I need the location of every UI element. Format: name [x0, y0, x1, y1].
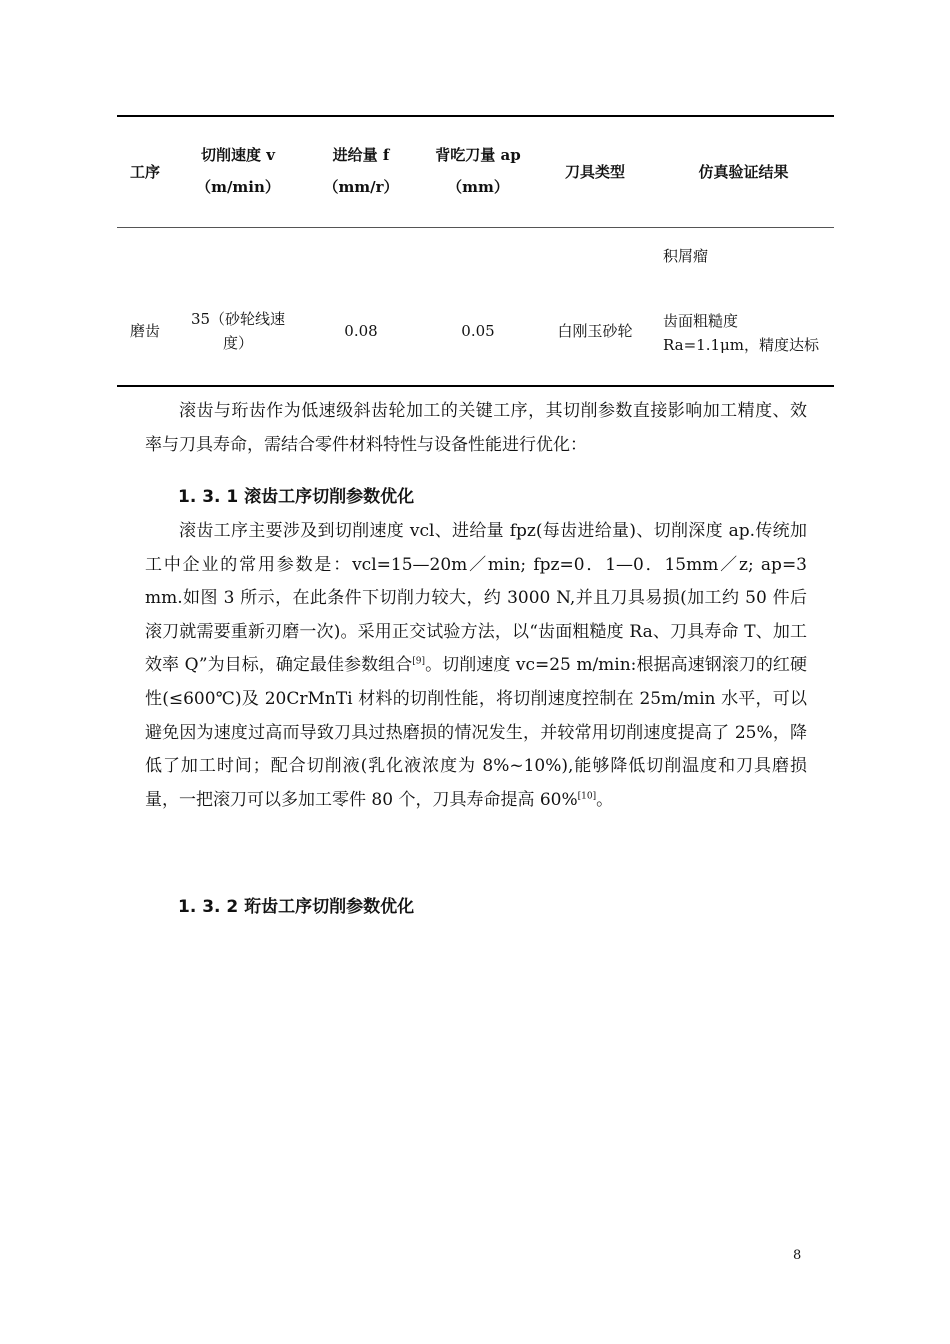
body-paragraph: 滚齿工序主要涉及到切削速度 vcl、进给量 fpz(每齿进给量)、切削深度 ap.传统加工中企业的常用参数是：vcl=15—20m／min; fpz=0．1—0．15mm／z; ap=3 mm.如图 3 所示，在此条件下切削力较大，约 3000 N,并且刀具易损(加工约 50 件后滚刀就需要重新刃磨一次)。采用正交试验方法，以“齿面粗糙度 Ra、刀具寿命 T、加工效率 Q”为目标，确定最佳参数组合[9]。切削速度 vc=25 m/min:根据高速钢滚刀的红硬性(≤600℃)及 20CrMnTi 材料的切削性能，将切削速度控制在 25m/min 水平，可以避免因为速度过高而导致刀具过热磨损的情况发生，并较常用切削速度提高了 25%，降低了加工时间；配合切削液(乳化液浓度为 8%~10%),能够降低切削温度和刀具磨损量，一把滚刀可以多加工零件 80 个，刀具寿命提高 60%[10]。	[145, 521, 807, 810]
header-tool: 刀具类型	[564, 163, 625, 181]
page-number: 8	[793, 1248, 802, 1263]
cell-result: 齿面粗糙度 Ra=1.1μm，精度达标	[663, 312, 819, 354]
section-heading-1-3-1: 1. 3. 1 滚齿工序切削参数优化	[178, 487, 415, 507]
cell-speed: 35（砂轮线速 度）	[190, 310, 286, 352]
cell-feed: 0.08	[344, 322, 378, 340]
header-speed: 切削速度 v （m/min）	[196, 146, 280, 196]
parameter-table	[117, 115, 834, 387]
citation-10: [10]	[577, 791, 597, 802]
citation-9: [9]	[412, 656, 426, 667]
header-depth: 背吃刀量 ap （mm）	[435, 146, 521, 196]
header-feed: 进给量 f （mm/r）	[323, 146, 399, 196]
header-divider	[117, 227, 834, 228]
cell-result-top: 积屑瘤	[663, 247, 709, 265]
section-heading-1-3-2: 1. 3. 2 珩齿工序切削参数优化	[178, 897, 415, 917]
header-result: 仿真验证结果	[698, 163, 789, 181]
intro-paragraph: 滚齿与珩齿作为低速级斜齿轮加工的关键工序，其切削参数直接影响加工精度、效率与刀具寿命，需结合零件材料特性与设备性能进行优化：	[145, 401, 807, 455]
cell-process: 磨齿	[129, 322, 160, 340]
cell-tool: 白刚玉砂轮	[557, 322, 633, 340]
header-process: 工序	[129, 163, 160, 181]
cell-depth: 0.05	[461, 322, 495, 340]
